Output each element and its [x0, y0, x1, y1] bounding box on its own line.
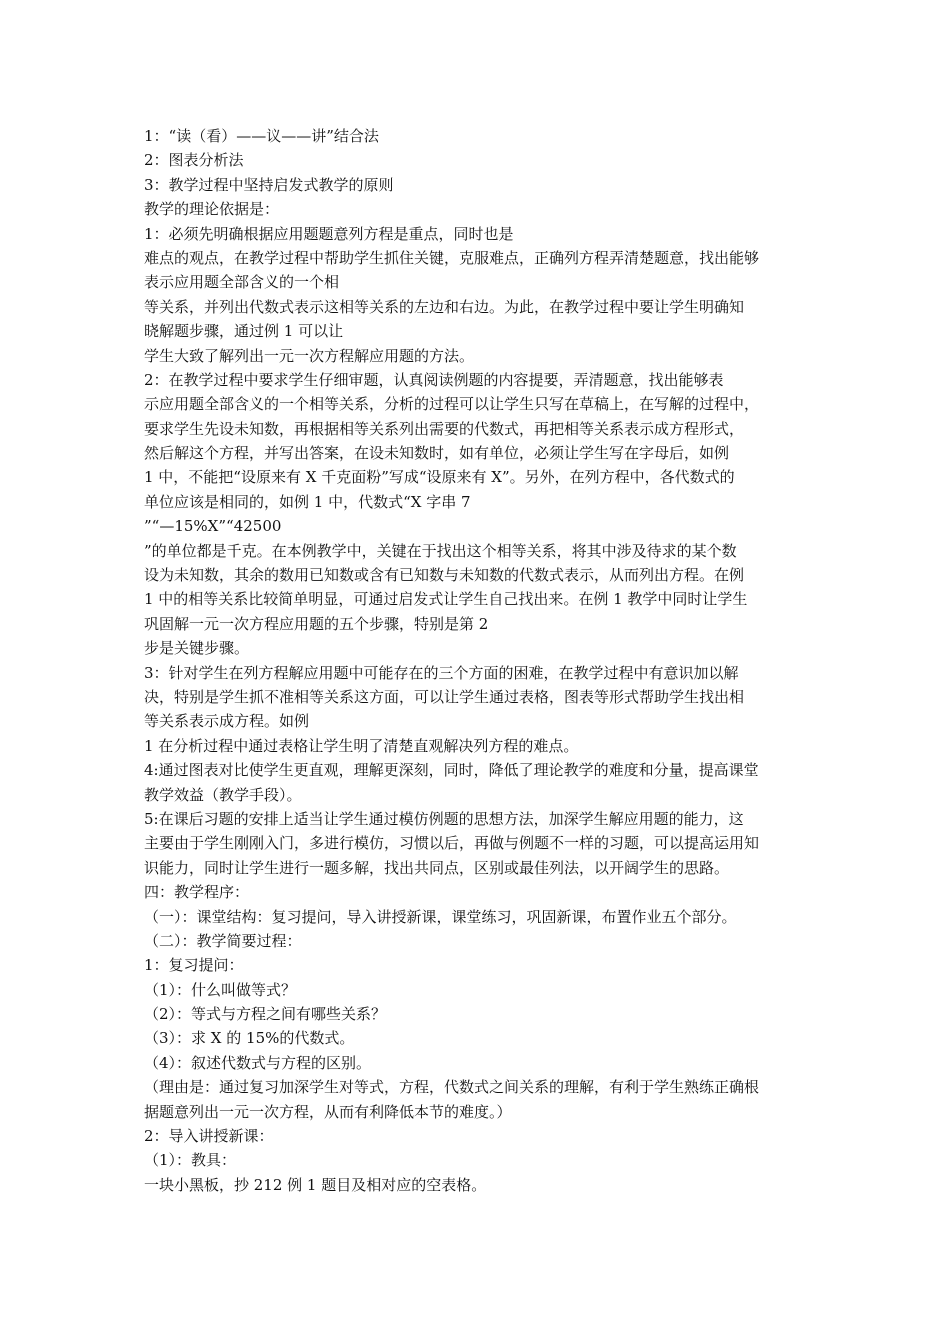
text-line: 示应用题全部含义的一个相等关系，分析的过程可以让学生只写在草稿上，在写解的过程中，	[144, 395, 760, 414]
text-line: 步是关键步骤。	[144, 639, 250, 658]
text-line: 设为未知数，其余的数用已知数或含有已知数与未知数的代数式表示，从而列出方程。在例	[144, 566, 745, 585]
text-line: 1：复习提问：	[144, 956, 244, 975]
text-line: ”“—15%X”“42500	[144, 517, 282, 536]
text-line: （一）：课堂结构：复习提问，导入讲授新课，课堂练习，巩固新课，布置作业五个部分。	[144, 907, 737, 926]
text-line: 教学效益（教学手段）。	[144, 785, 302, 804]
text-line: 等关系，并列出代数式表示这相等关系的左边和右边。为此，在教学过程中要让学生明确知	[144, 297, 745, 316]
text-line: （二）：教学简要过程：	[144, 931, 302, 950]
text-line: 一块小黑板，抄 212 例 1 题目及相对应的空表格。	[144, 1175, 487, 1194]
text-line: 1：“读（看）——议——讲”结合法	[144, 127, 379, 145]
text-line: 3：教学过程中坚持启发式教学的原则	[144, 175, 394, 194]
document-body	[144, 124, 816, 1197]
section-heading: 四：教学程序：	[144, 883, 250, 902]
text-line: 要求学生先设未知数，再根据相等关系列出需要的代数式，再把相等关系表示成方程形式，	[144, 419, 745, 438]
text-line: 2：导入讲授新课：	[144, 1127, 274, 1146]
text-line: 3：针对学生在列方程解应用题中可能存在的三个方面的困难，在教学过程中有意识加以解	[144, 663, 739, 682]
text-line: 1：必须先明确根据应用题题意列方程是重点，同时也是	[144, 224, 514, 243]
text-line: 然后解这个方程，并写出答案，在设未知数时，如有单位，必须让学生写在字母后，如例	[144, 444, 730, 463]
text-line: （1）：什么叫做等式？	[144, 980, 297, 999]
text-line: 学生大致了解列出一元一次方程解应用题的方法。	[144, 346, 475, 365]
text-line: 2：在教学过程中要求学生仔细审题，认真阅读例题的内容提要，弄清题意，找出能够表	[144, 370, 724, 389]
text-line: 表示应用题全部含义的一个相	[144, 273, 340, 292]
text-line: （3）：求 X 的 15%的代数式。	[144, 1029, 355, 1048]
text-line: ”的单位都是千克。在本例教学中，关键在于找出这个相等关系，将其中涉及待求的某个数	[144, 541, 737, 560]
text-line: 晓解题步骤，通过例 1 可以让	[144, 322, 344, 341]
text-line: 识能力，同时让学生进行一题多解，找出共同点，区别或最佳列法，以开阔学生的思路。	[144, 858, 730, 877]
text-line: 据题意列出一元一次方程，从而有利降低本节的难度。）	[144, 1102, 512, 1121]
text-line: 主要由于学生刚刚入门，多进行模仿，习惯以后，再做与例题不一样的习题，可以提高运用知	[144, 834, 760, 853]
text-line: 等关系表示成方程。如例	[144, 712, 310, 731]
text-line: 巩固解一元一次方程应用题的五个步骤，特别是第 2	[144, 614, 489, 633]
text-line: 4:通过图表对比使学生更直观，理解更深刻，同时，降低了理论教学的难度和分量，提高课堂	[144, 761, 759, 780]
text-line: 2：图表分析法	[144, 151, 244, 170]
text-line: （理由是：通过复习加深学生对等式，方程，代数式之间关系的理解，有利于学生熟练正确根	[144, 1078, 760, 1097]
text-line: 难点的观点，在教学过程中帮助学生抓住关键，克服难点，正确列方程弄清楚题意，找出能够	[144, 248, 760, 267]
text-line: 1 中的相等关系比较简单明显，可通过启发式让学生自己找出来。在例 1 教学中同时让学生	[144, 590, 748, 609]
text-line: 单位应该是相同的，如例 1 中，代数式“X 字串 7	[144, 492, 471, 511]
text-line: 教学的理论依据是：	[144, 200, 280, 219]
text-line: 1 中，不能把“设原来有 X 千克面粉”写成“设原来有 X”。另外，在列方程中，各代数式的	[144, 468, 735, 487]
text-line: 决，特别是学生抓不准相等关系这方面，可以让学生通过表格，图表等形式帮助学生找出相	[144, 687, 745, 706]
text-line: 5:在课后习题的安排上适当让学生通过模仿例题的思想方法，加深学生解应用题的能力，这	[144, 809, 744, 828]
text-line: 1 在分析过程中通过表格让学生明了清楚直观解决列方程的难点。	[144, 736, 579, 755]
text-line: （2）：等式与方程之间有哪些关系？	[144, 1005, 387, 1024]
text-line: （4）：叙述代数式与方程的区别。	[144, 1053, 372, 1072]
text-line: （1）：教具：	[144, 1151, 237, 1170]
